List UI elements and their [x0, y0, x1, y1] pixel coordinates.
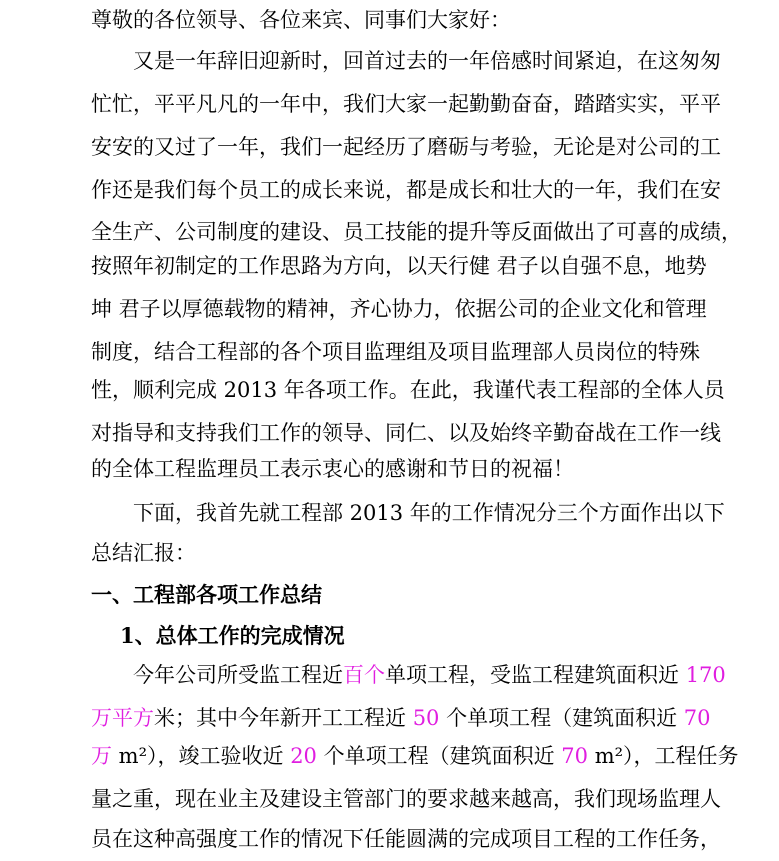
paragraph-line: 坤 君子以厚德载物的精神，齐心协力，依据公司的企业文化和管理 [91, 297, 707, 321]
highlighted-value: 20 [290, 744, 317, 768]
text-run: 今年公司所受监工程近 [133, 663, 343, 687]
paragraph-line: 按照年初制定的工作思路为方向，以天行健 君子以自强不息，地势 [91, 254, 707, 278]
highlighted-value: 70 [561, 744, 589, 768]
text-run: 米；其中今年新开工工程近 [154, 706, 413, 730]
paragraph-line: 的全体工程监理员工表示衷心的感谢和节日的祝福！ [91, 457, 574, 481]
paragraph-line [133, 663, 726, 687]
paragraph-line: 员在这种高强度工作的情况下任能圆满的完成项目工程的工作任务， [91, 827, 721, 851]
paragraph-line: 总结汇报： [91, 541, 196, 565]
salutation: 尊敬的各位领导、各位来宾、同事们大家好： [91, 8, 511, 32]
text-run: 单项工程，受监工程建筑面积近 [385, 663, 686, 687]
paragraph-line: 量之重，现在业主及建设主管部门的要求越来越高，我们现场监理人 [91, 787, 721, 811]
section-heading: 一、工程部各项工作总结 [91, 582, 322, 607]
highlighted-value: 万平方 [91, 706, 154, 730]
paragraph-line: 下面，我首先就工程部 2013 年的工作情况分三个方面作出以下 [133, 501, 725, 525]
text-run: 个单项工程（建筑面积近 [316, 744, 562, 768]
highlighted-value: 50 [412, 706, 440, 730]
highlighted-value: 70 [683, 706, 711, 730]
highlighted-value: 万 [91, 744, 112, 768]
paragraph-line [91, 744, 739, 768]
text-run: m²），工程任务 [588, 744, 739, 768]
paragraph-line: 安安的又过了一年，我们一起经历了磨砺与考验，无论是对公司的工 [91, 135, 721, 159]
paragraph-line: 忙忙，平平凡凡的一年中，我们大家一起勤勤奋奋，踏踏实实，平平 [91, 92, 721, 116]
paragraph-line: 性，顺利完成 2013 年各项工作。在此，我谨代表工程部的全体人员 [91, 378, 725, 402]
highlighted-value: 170 [685, 663, 726, 687]
paragraph-line: 制度，结合工程部的各个项目监理组及项目监理部人员岗位的特殊 [91, 340, 700, 364]
subsection-heading: 1、总体工作的完成情况 [120, 623, 345, 648]
highlighted-value: 百个 [343, 663, 385, 687]
text-run: 个单项工程（建筑面积近 [439, 706, 684, 730]
paragraph-line [91, 706, 711, 730]
paragraph-line: 作还是我们每个员工的成长来说，都是成长和壮大的一年，我们在安 [91, 178, 721, 202]
paragraph-line: 又是一年辞旧迎新时，回首过去的一年倍感时间紧迫，在这匆匆 [133, 49, 721, 73]
text-run: m²），竣工验收近 [112, 744, 291, 768]
paragraph-line: 对指导和支持我们工作的领导、同仁、以及始终辛勤奋战在工作一线 [91, 421, 721, 445]
paragraph-line: 全生产、公司制度的建设、员工技能的提升等反面做出了可喜的成绩， [91, 220, 742, 244]
